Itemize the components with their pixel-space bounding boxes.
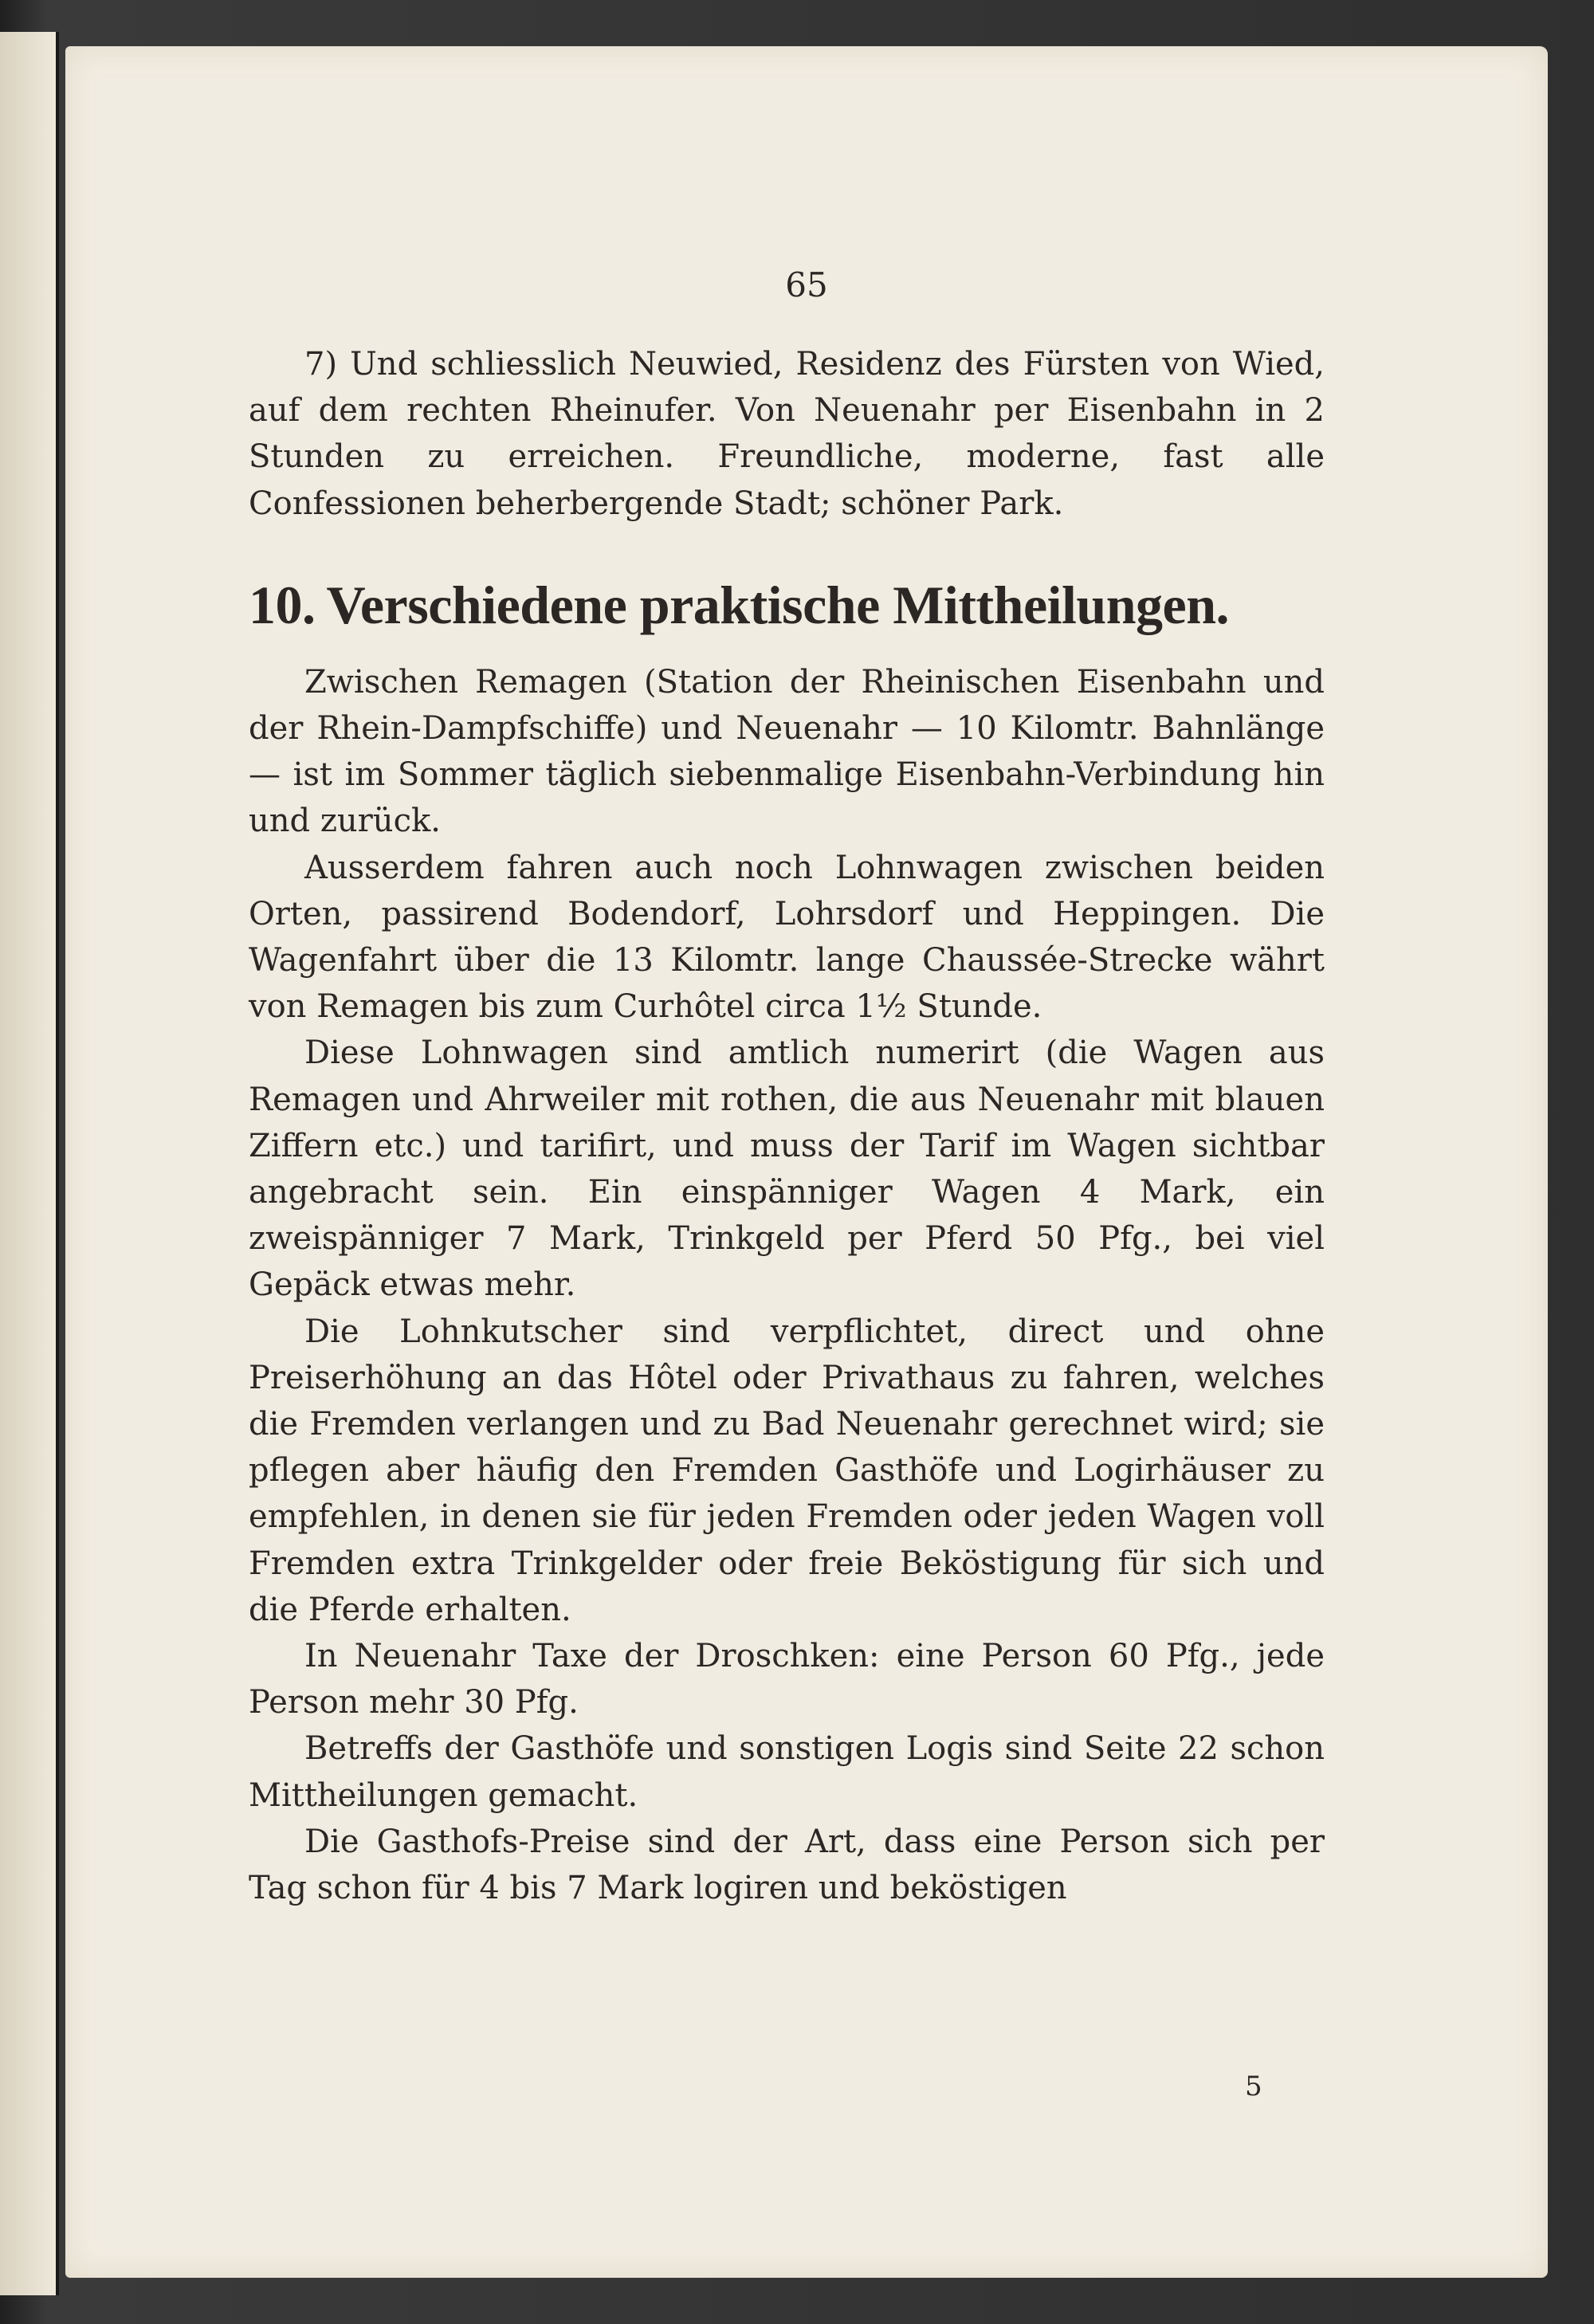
section-heading: [249, 573, 1325, 637]
previous-page-edge: [0, 32, 59, 2295]
paragraph-lohnwagen-tarif: Diese Lohnwagen sind amtlich numerirt (die Wagen aus Remagen und Ahrweiler mit rothen, die aus Neuenahr mit blauen Ziffern etc.) und tarifirt, und muss der Tarif im Wagen sichtbar angebracht sein. Ein einspänniger Wagen 4 Mark, ein zweispänniger 7 Mark, Trinkgeld per Pferd 50 Pfg., bei viel Gepäck etwas mehr.: [249, 1034, 1325, 1304]
section-number: 10.: [249, 574, 316, 635]
paragraph-lohnwagen-route: Ausserdem fahren auch noch Lohnwagen zwischen beiden Orten, passirend Bodendorf, Lohrsdorf und Heppingen. Die Wagenfahrt über die 13 Kilomtr. lange Chaussée-Strecke währt von Remagen bis zum Curhôtel circa 1½ Stunde.: [249, 849, 1325, 1026]
paragraph-gasthoefe: Betreffs der Gasthöfe und sonstigen Logis sind Seite 22 schon Mittheilungen gemacht.: [249, 1730, 1325, 1814]
page-text: [249, 341, 1325, 1911]
paragraph-remagen: Zwischen Remagen (Station der Rheinischen Eisenbahn und der Rhein-Dampfschiffe) und Neuenahr — 10 Kilomtr. Bahnlänge — ist im Sommer täglich siebenmalige Eisenbahn-Verbindung hin und zurück.: [249, 663, 1325, 840]
paragraph-droschken: In Neuenahr Taxe der Droschken: eine Person 60 Pfg., jede Person mehr 30 Pfg.: [249, 1638, 1325, 1721]
paragraph-neuwied: 7) Und schliesslich Neuwied, Residenz des Fürsten von Wied, auf dem rechten Rheinufer. Von Neuenahr per Eisenbahn in 2 Stunden zu erreichen. Freundliche, moderne, fast alle Confessionen beherbergende Stadt; schöner Park.: [249, 346, 1325, 522]
paragraph-lohnkutscher: Die Lohnkutscher sind verpflichtet, direct und ohne Preiserhöhung an das Hôtel oder Privathaus zu fahren, welches die Fremden verlangen und zu Bad Neuenahr gerechnet wird; sie pflegen aber häufig den Fremden Gasthöfe und Logirhäuser zu empfehlen, in denen sie für jeden Fremden oder jeden Wagen voll Fremden extra Trinkgelder oder freie Beköstigung für sich und die Pferde erhalten.: [249, 1313, 1325, 1628]
section-title: Verschiedene praktische Mittheilungen.: [326, 574, 1230, 635]
paragraph-gasthofs-preise: Die Gasthofs-Preise sind der Art, dass eine Person sich per Tag schon für 4 bis 7 Mark logiren und beköstigen: [249, 1823, 1325, 1907]
book-page: [65, 46, 1548, 2278]
signature-mark: 5: [1245, 2071, 1262, 2102]
page-number: 65: [785, 265, 828, 304]
